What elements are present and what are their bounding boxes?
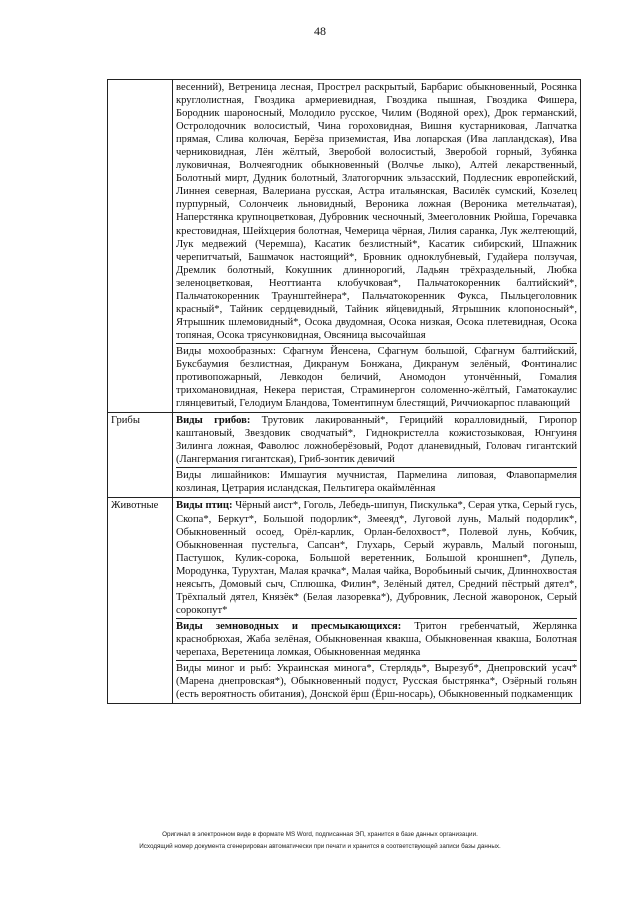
list-text: весенний), Ветреница лесная, Прострел раскрытый, Барбарис обыкновенный, Росянка круглолистная, Гвоздика армериевидная, Гвоздика пышная, Гвоздика Фишера, Бородник шароносный, Молодило русское, Чилим (Водяной орех), Дрок германский, Остролодочник волосистый, Чина гороховидная, Вишня кустарниковая, Лапчатка прямая, Слива колючая, Берёза приземистая, Ива лопарская (Ива лапландская), Ива черниковидная, Лён жёлтый, Зверобой волосистый, Зверобой горный, Зубянка луковичная, Волчеягодник обыкновенный (Волчье лыко), Алтей лекарственный, Болотный мирт, Дудник болотный, Златогорчник эльзасский, Подлесник европейский, Линнея северная, Валериана русская, Астра итальянская, Василёк сумский, Козелец пурпурный, Солончеик льновидный, Вероника ложная (Вероника метельчатая), Наперстянка крупноцветковая, Дубровник чесночный, Змееголовник Рюйша, Горечавка крестовидная, Шейхцерия болотная, Чемерица чёрная, Лилия саранка, Лук желтеющий, Лук медвежий (Черемша), Касатик безлистный*, Касатик сибирский, Шпажник черепитчатый, Башмачок настоящий*, Бровник одноклубневый, Гудайера ползучая, Дремлик болотный, Кокушник длиннорогий, Ладьян трёхраздельный, Любка зеленоцветковая, Неоттианта клобучковая*, Пальчатокоренник балтийский*, Пальчатокоренник Траунштейнера*, Пальчатокоренник Фукса, Пыльцеголовник красный*, Тайник сердцевидный, Тайник яйцевидный, Ятрышник клопоносный*, Ятрышник шлемовидный*, Осока двудомная, Осока низкая, Осока плетевидная, Осока топяная, Осока трясунковидная, Овсяница высочайшая [176, 82, 577, 341]
species-list [176, 660, 577, 701]
row-content [173, 498, 581, 704]
list-heading: Виды грибов: [176, 415, 251, 427]
species-list [176, 499, 577, 616]
row-label: Грибы [108, 413, 173, 498]
species-list [176, 343, 577, 410]
list-text: Виды лишайников: Имшаугия мучнистая, Пармелина липовая, Флавопармелия козлиная, Цетрария исландская, Пельтигера окаймлённая [176, 470, 577, 495]
footer-line: Оригинал в электронном виде в формате MS Word, подписанная ЭП, хранится в базе данных организации. [162, 831, 478, 838]
species-list [176, 467, 577, 495]
list-text: Чёрный аист*, Гоголь, Лебедь-шипун, Пискулька*, Серая утка, Серый гусь, Скопа*, Беркут*, Большой подорлик*, Змееяд*, Луговой лунь, Малый подорлик*, Обыкновенный осоед, Орёл-карлик, Орлан-белохвост*, Полевой лунь, Кобчик, Обыкновенная пустельга, Сапсан*, Глухарь, Серый журавль, Малый погоныш, Пастушок, Кулик-сорока, Большой веретенник, Большой кроншнеп*, Дупель, Мородунка, Турухтан, Малая крачка*, Малая чайка, Воробьиный сычик, Длиннохвостая неясыть, Домовый сыч, Сплюшка, Филин*, Зелёный дятел, Средний пёстрый дятел*, Трёхпалый дятел, Князёк* (Белая лазоревка*), Дубровник, Лесной жаворонок, Серый сорокопут* [176, 500, 578, 616]
list-text: Трутовик лакированный*, Герицийй коралловидный, Гиропор каштановый, Звездовик сводчатый*, Гиднокристелла кожистозыковая, Юнгуиня Зилинга ложная, Фаволюс ложноберёзовый, Родот дланевидный, Головач гигантский (Лангермания гигантская), Гриб-зонтик девичий [176, 415, 577, 466]
table-row [108, 498, 581, 704]
species-table [107, 79, 581, 704]
table-row [108, 80, 581, 413]
list-text: Тритон гребенчатый, Жерлянка краснобрюхая, Жаба зелёная, Обыкновенная квакша, Обыкновенная квакша, Болотная черепаха, Веретеница ломкая, Обыкновенная медянка [176, 620, 577, 658]
row-content [173, 413, 581, 498]
species-list [176, 618, 577, 659]
row-label: Животные [108, 498, 173, 704]
row-content [173, 80, 581, 413]
row-label [108, 80, 173, 413]
list-heading: Виды птиц: [176, 500, 233, 512]
list-text: Виды миног и рыб: Украинская минога*, Стерлядь*, Вырезуб*, Днепровский усач* (Марена днепровская*), Обыкновенный подуст, Русская быстрянка*, Озёрный гольян (есть вероятность обитания), Донской ёрш (Ёрш-носарь), Обыкновенный подкаменщик [176, 663, 577, 701]
table-row [108, 413, 581, 498]
species-list [176, 414, 577, 466]
footer-note [60, 829, 580, 853]
species-list [176, 81, 577, 342]
page-number: 48 [314, 24, 326, 38]
list-heading: Виды земноводных и пресмыкающихся: [176, 620, 402, 632]
list-text: Виды мохообразных: Сфагнум Йенсена, Сфагнум большой, Сфагнум балтийский, Буксбаумия безлистная, Дикранум Бонжана, Дикранум зелёный, Фонтиналис противопожарный, Левкодон беличий, Аномодон утончённый, Гомалия трихомановидная, Некера перистая, Страминергон соломенно-жёлтый, Гаматокаулис глянцевитый, Гелодиум Бландова, Томентипнум блестящий, Риччиокарпос плавающий [176, 345, 577, 410]
footer-line: Исходящий номер документа сгенерирован автоматически при печати и хранится в соответствующей записи базы данных. [139, 843, 501, 850]
